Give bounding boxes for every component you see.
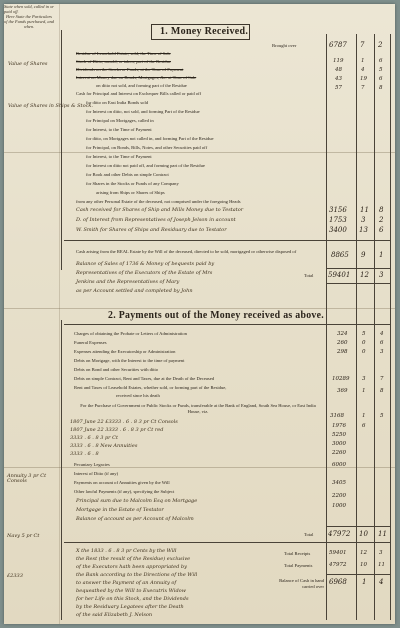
margin-handwriting: Value of Shares in Ships & Stock.: [8, 103, 93, 109]
stock-entry: 3333 . 6 . 8: [70, 451, 99, 457]
amount-pounds: 1976: [332, 423, 346, 429]
amount-pence: 4: [380, 331, 384, 337]
amount-shillings: 3: [362, 376, 366, 382]
payment-row: Interest of Ditto (if any): [74, 471, 119, 476]
total-rule: [326, 574, 390, 575]
margin-handwriting: Annuity 3 pr Ct Consols: [7, 473, 47, 484]
amount-pence: 11: [378, 530, 387, 538]
payment-row: Payments on account of Annuities given by the Will: [74, 480, 170, 485]
amount-pence: 3: [379, 271, 384, 279]
amount-pounds: 43: [335, 76, 342, 82]
handwritten-note: of the Executors hath been appropriated by: [76, 564, 187, 570]
amount-pence: 8: [379, 85, 383, 91]
handwritten-entry: Balance of account as per Account of Malcolm: [76, 516, 194, 522]
amount-pounds: 1000: [332, 503, 346, 509]
amount-pence: 11: [378, 562, 385, 568]
payment-row: Charges of obtaining the Probate or Letters of Administration: [74, 331, 187, 336]
margin-instruction: State when sold, called in or paid off.: [4, 4, 54, 15]
payment-row: Debts on simple Contract, Rent and Taxes, due at the Death of the Deceased: [74, 376, 215, 381]
stock-entry: 3333 . 6 . 8 New Annuities: [70, 443, 138, 449]
brought-over-label: Brought over: [272, 43, 297, 48]
pounds-column-rule: [326, 34, 327, 620]
shillings-column-rule: [356, 34, 357, 620]
handwritten-entry: Mortgage in the Estate of Testator: [76, 507, 164, 513]
amount-pounds: 10289: [332, 376, 350, 382]
receipt-row: for Interest on ditto not paid off, and forming part of the Residue: [86, 163, 205, 168]
receipt-row: for Interest, to the Time of Payment: [86, 154, 152, 159]
amount-shillings: 3: [361, 216, 366, 224]
handwritten-note: of the said Elizabeth J. Nelson: [76, 612, 153, 618]
handwritten-note: by the Residuary Legatees after the Death: [76, 604, 184, 610]
amount-pounds: 2260: [332, 450, 346, 456]
receipt-row: for ditto on East India Bonds sold: [86, 100, 149, 105]
amount-pence: 6: [379, 58, 383, 64]
amount-pence: 2: [378, 41, 383, 49]
amount-shillings: 19: [360, 76, 367, 82]
handwritten-note: for her Life on this Stock, and the Dividends: [76, 596, 189, 602]
handwritten-entry: Principal sum due to Malcolm Esq on Mortgage: [76, 498, 198, 504]
amount-pounds: 59401: [329, 550, 347, 556]
stock-entry: 1807 June 22 3333 . 6 . 8 3 pr Ct red: [70, 427, 164, 433]
receipt-row: for ditto, on Mortgages not called in, and forming Part of the Residue: [86, 136, 214, 141]
balance-label: Balance of Cash in hand carried over: [279, 578, 324, 589]
amount-pounds: 3000: [332, 441, 346, 447]
amount-pounds: 48: [335, 67, 342, 73]
amount-pence: 4: [379, 578, 384, 586]
margin-rule: [61, 320, 62, 620]
payment-row: Other lawful Payments (if any), specifying the Subject: [74, 489, 175, 494]
payment-row: For the Purchase of Government or Public Stocks or Funds, transferable at the Bank of England, South Sea House, or East India House, viz.: [80, 403, 316, 414]
total-label: Total: [304, 273, 314, 278]
amount-shillings: 11: [360, 206, 369, 214]
receipt-row: for Book and other Debts on simple Contract: [86, 172, 169, 177]
fold-line: [4, 152, 395, 153]
amount-pounds: 369: [337, 388, 348, 394]
amount-pounds: 1753: [329, 216, 347, 224]
amount-pounds: 59401: [328, 271, 351, 279]
amount-shillings: 10: [359, 530, 368, 538]
amount-pounds: 260: [337, 340, 348, 346]
amount-pounds: 298: [337, 349, 348, 355]
real-estate-row: Cash arising from the REAL Estate by the Will of the deceased, directed to be sold, mortgaged or otherwise disposed of: [76, 249, 297, 254]
amount-pence: 5: [379, 67, 383, 73]
margin-instruction: Here State the Particulars of the Funds purchased, and when.: [4, 14, 54, 30]
amount-shillings: 6: [362, 423, 366, 429]
amount-pounds: 324: [337, 331, 348, 337]
amount-pounds: 6000: [332, 462, 346, 468]
receipt-row: for Interest on ditto, not sold, and forming Part of the Residue: [86, 109, 200, 114]
amount-pence: 3: [379, 550, 383, 556]
amount-pence: 3: [380, 349, 384, 355]
amount-pounds: 3168: [330, 413, 344, 419]
amount-pounds: 47972: [328, 530, 351, 538]
receipt-row: Interest on Money due on Bonds, Mortgages, &c. at Time of Sale: [76, 75, 197, 80]
amount-shillings: 5: [362, 331, 366, 337]
handwritten-entry: Jenkins and the Representatives of Mary: [76, 279, 180, 285]
section-rule: [64, 542, 390, 543]
handwritten-note: the Rest (the result of the Residue) exclusive: [76, 556, 191, 562]
amount-shillings: 1: [362, 413, 366, 419]
amount-pounds: 3400: [329, 226, 347, 234]
amount-pounds: 6968: [329, 578, 347, 586]
payment-row: Debts on Mortgage, with the Interest to the time of payment: [74, 358, 185, 363]
stock-entry: 3333 . 6 . 8 3 pr Ct: [70, 435, 118, 441]
amount-pence: 6: [379, 226, 384, 234]
total-label: Total: [304, 532, 314, 537]
amount-pounds: 3405: [332, 480, 346, 486]
amount-shillings: 13: [359, 226, 368, 234]
amount-shillings: 10: [360, 562, 367, 568]
amount-shillings: 0: [362, 340, 366, 346]
amount-shillings: 12: [360, 550, 367, 556]
right-rule: [390, 34, 391, 620]
amount-pence: 8: [379, 206, 384, 214]
payment-row: received since his death: [116, 393, 160, 398]
section-rule: [64, 324, 390, 325]
total-rule: [326, 268, 390, 269]
amount-pounds: 2200: [332, 493, 346, 499]
amount-shillings: 0: [362, 349, 366, 355]
handwritten-entry: Cash received for Shares of Ship and Mills Money due to Testator: [76, 207, 244, 213]
amount-pounds: 47972: [329, 562, 347, 568]
amount-pounds: 5250: [332, 432, 346, 438]
receipt-row: Stock of Ditto, unsold, or taken, part of the Residue: [76, 59, 171, 64]
handwritten-entry: Balance of Sales of 1736 & Money of bequests paid by: [76, 261, 215, 267]
amount-pence: 1: [379, 251, 384, 259]
amount-pence: 2: [379, 216, 384, 224]
amount-pence: 6: [379, 76, 383, 82]
payment-row: Pecuniary Legacies: [74, 462, 110, 467]
receipt-row: on ditto not sold, and forming part of the Residue: [96, 83, 187, 88]
margin-rule: [61, 30, 62, 270]
receipt-row: for Shares in the Stocks or Funds of any Company: [86, 181, 179, 186]
receipt-row: Residue of Leasehold Estate, sold, the Time of Sale: [76, 51, 171, 56]
amount-pence: 8: [380, 388, 384, 394]
amount-shillings: 7: [361, 85, 365, 91]
pence-column-rule: [374, 34, 375, 620]
section-rule: [64, 240, 390, 241]
margin-handwriting: Navy 5 pr Ct: [7, 533, 40, 539]
receipt-row: Dividends on the Stocks or Funds, at the Time of Payment: [76, 67, 184, 72]
amount-shillings: 12: [360, 271, 369, 279]
handwritten-note: X the 1833 . 6 . 8 3 pr Cents by the Will: [76, 548, 177, 554]
amount-pence: 6: [380, 340, 384, 346]
handwritten-note: to answer the Payment of an Annuity of: [76, 580, 177, 586]
amount-shillings: 9: [361, 251, 366, 259]
amount-pounds: 119: [333, 58, 344, 64]
section2-title: 2. Payments out of the Money received as above.: [108, 310, 325, 321]
stock-entry: 1807 June 22 £3333 . 6 . 8 3 pr Ct Consols: [70, 419, 178, 425]
amount-pounds: 8865: [331, 251, 349, 259]
amount-pence: 7: [380, 376, 384, 382]
total-rule: [326, 526, 390, 527]
total-payments-label: Total Payments: [284, 563, 313, 568]
receipt-row: from any other Personal Estate of the deceased, not comprised under the foregoing Heads: [76, 199, 241, 204]
amount-shillings: 1: [362, 578, 367, 586]
receipt-row: Cash for Principal and Interest on Exchequer Bills called or paid off: [76, 91, 202, 96]
handwritten-note: the Bank according to the Directions of the Will: [76, 572, 198, 578]
receipt-row: for Interest, to the Time of Payment: [86, 127, 152, 132]
payment-row: Funeral Expenses: [74, 340, 107, 345]
handwritten-entry: as per Account settled and completed by John: [76, 288, 193, 294]
document-page: [4, 4, 395, 624]
handwritten-entry: W. Smith for Shares of Ships and Residuary due to Testator: [76, 227, 227, 233]
handwritten-note: bequeathed by the Will to Executrix Widow: [76, 588, 186, 594]
amount-pounds: 57: [335, 85, 342, 91]
amount-pounds: 3156: [329, 206, 347, 214]
handwritten-entry: D. of Interest from Representatives of Joseph Jelson in account: [76, 217, 236, 223]
margin-handwriting: Value of Shares: [8, 61, 48, 67]
payment-row: Expenses attending the Executorship or Administration: [74, 349, 176, 354]
total-receipts-label: Total Receipts: [284, 551, 311, 556]
amount-shillings: 1: [362, 388, 366, 394]
payment-row: Rent and Taxes of Leasehold Estates, whether sold, or forming part of the Residue,: [74, 385, 227, 390]
amount-shillings: 4: [361, 67, 365, 73]
receipt-row: for Principal on Mortgages, called in: [86, 118, 154, 123]
handwritten-entry: Representatives of the Executors of the Estate of Mrs: [76, 270, 213, 276]
receipt-row: arising from Ships or Shares of Ships: [96, 190, 165, 195]
payment-row: Debts on Bond and other Securities with ditto: [74, 367, 159, 372]
amount-shillings: 1: [361, 58, 365, 64]
total-rule: [326, 283, 390, 284]
amount-pence: 5: [380, 413, 384, 419]
margin-handwriting: £2333: [7, 573, 23, 579]
section1-title: 1. Money Received.: [160, 26, 249, 37]
fold-line: [4, 308, 395, 309]
amount-pounds: 6787: [329, 41, 347, 49]
amount-shillings: 7: [360, 41, 365, 49]
receipt-row: for Principal, on Bonds, Bills, Notes, and other Securities paid off: [86, 145, 208, 150]
fold-line: [59, 4, 60, 624]
